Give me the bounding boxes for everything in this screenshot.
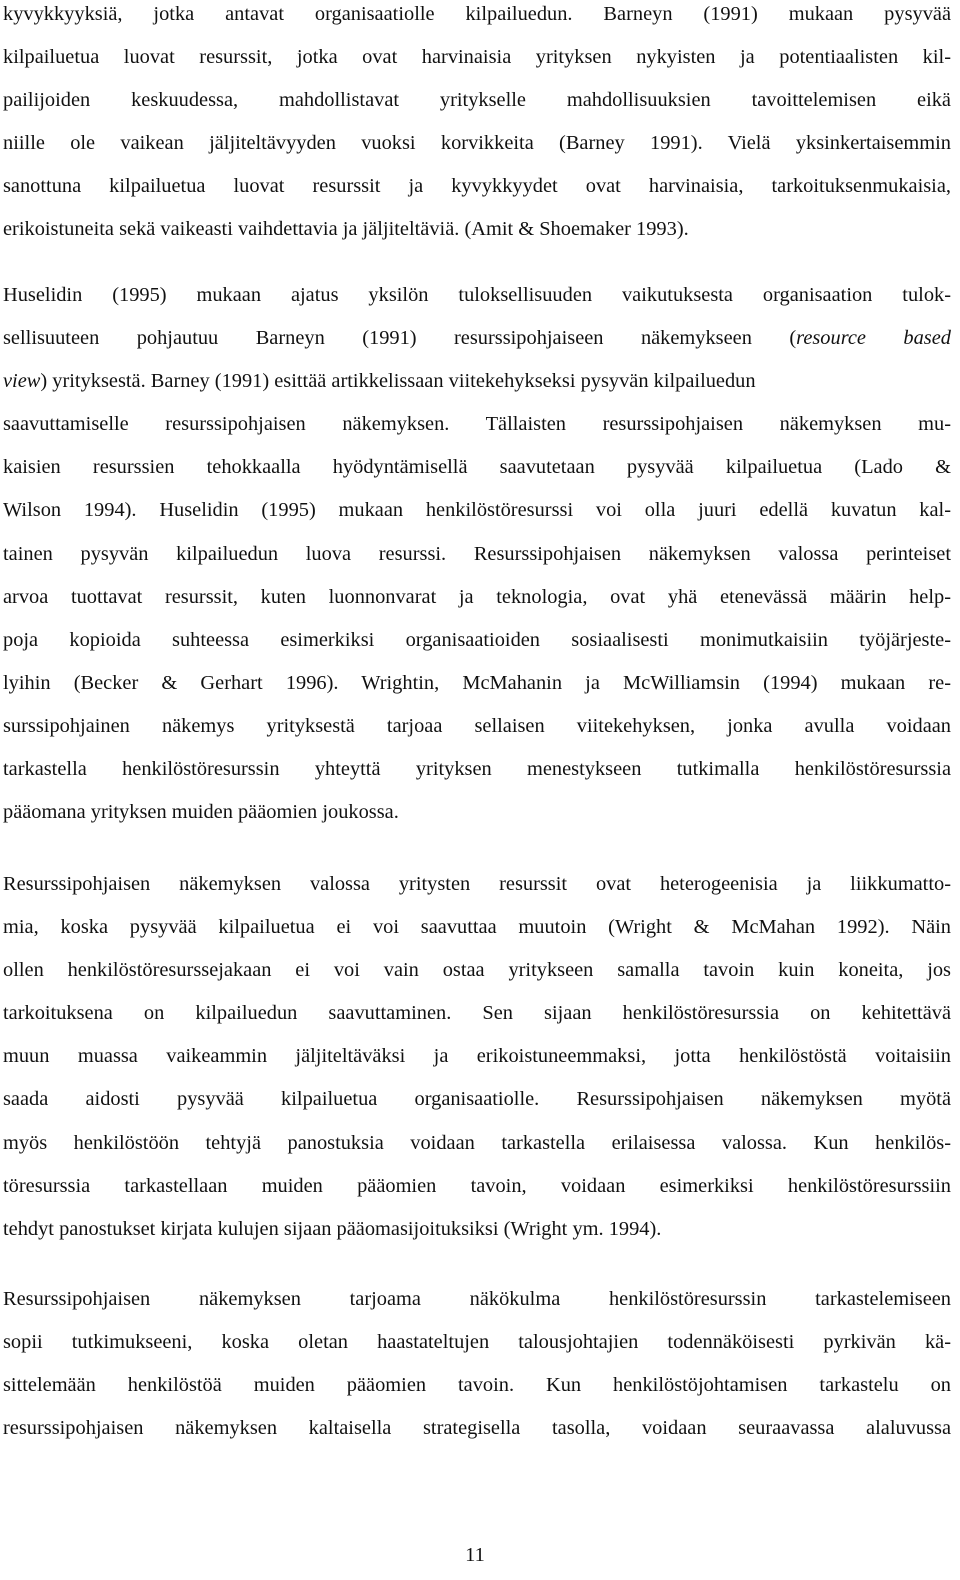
text-line: tarkoituksena on kilpailuedun saavuttaminen. Sen sijaan henkilöstöresurssia on kehitettävä: [3, 1002, 951, 1025]
text-line: pailijoiden keskuudessa, mahdollistavat yritykselle mahdollisuuksien tavoittelemisen eikä: [3, 89, 951, 112]
text-line: kilpailuetua luovat resurssit, jotka ovat harvinaisia yrityksen nykyisten ja potentiaalisten kil-: [3, 46, 951, 69]
text-line: töresurssia tarkastellaan muiden pääomien tavoin, voidaan esimerkiksi henkilöstöresurssiin: [3, 1174, 951, 1197]
page-number: 11: [465, 1544, 485, 1566]
text-segment: sellisuuteen pohjautuu Barneyn (1991) resurssipohjaiseen näkemykseen (: [3, 327, 797, 350]
paragraph-1: [3, 0, 951, 252]
text-line: resurssipohjaisen näkemyksen kaltaisella strategisella tasolla, voidaan seuraavassa alaluvussa: [3, 1417, 951, 1440]
text-segment: ) yrityksestä. Barney (1991) esittää artikkelissaan viitekehykseksi pysyvän kilpailuedun: [40, 370, 756, 393]
text-line: saada aidosti pysyvää kilpailuetua organisaatiolle. Resurssipohjaisen näkemyksen myötä: [3, 1088, 951, 1111]
text-line: [3, 360, 951, 403]
text-line: erikoistuneita sekä vaikeasti vaihdettavia ja jäljiteltäviä. (Amit & Shoemaker 1993).: [3, 218, 689, 241]
text-line: Resurssipohjaisen näkemyksen tarjoama näkökulma henkilöstöresurssin tarkastelemiseen: [3, 1288, 951, 1310]
text-line: surssipohjainen näkemys yrityksestä tarjoaa sellaisen viitekehyksen, jonka avulla voidaan: [3, 714, 951, 737]
paragraph-4: [3, 1278, 951, 1450]
text-line: kaisien resurssien tehokkaalla hyödyntämisellä saavutetaan pysyvää kilpailuetua (Lado &: [3, 456, 951, 479]
paragraph-2: [3, 274, 951, 834]
text-line: pääomana yrityksen muiden pääomien joukossa.: [3, 801, 399, 824]
text-line: kyvykkyyksiä, jotka antavat organisaatiolle kilpailuedun. Barneyn (1991) mukaan pysyvää: [3, 3, 951, 25]
italic-term: resource based: [796, 327, 951, 350]
text-line: arvoa tuottavat resurssit, kuten luonnonvarat ja teknologia, ovat yhä etenevässä määrin help-: [3, 585, 951, 608]
text-line: sittelemään henkilöstöä muiden pääomien tavoin. Kun henkilöstöjohtamisen tarkastelu on: [3, 1374, 951, 1397]
text-line: [3, 317, 951, 360]
text-line: lyihin (Becker & Gerhart 1996). Wrightin, McMahanin ja McWilliamsin (1994) mukaan re-: [3, 671, 951, 694]
text-line: tehdyt panostukset kirjata kulujen sijaan pääomasijoituksiksi (Wright ym. 1994).: [3, 1217, 662, 1240]
text-line: poja kopioida suhteessa esimerkiksi organisaatioiden sosiaalisesti monimutkaisiin työjärjeste-: [3, 628, 951, 651]
text-line: muun muassa vaikeammin jäljiteltäväksi ja erikoistuneemmaksi, jotta henkilöstöstä voitaisiin: [3, 1045, 951, 1068]
text-line: Wilson 1994). Huselidin (1995) mukaan henkilöstöresurssi voi olla juuri edellä kuvatun kal-: [3, 499, 951, 522]
text-line: mia, koska pysyvää kilpailuetua ei voi saavuttaa muutoin (Wright & McMahan 1992). Näin: [3, 916, 951, 939]
text-line: sopii tutkimukseeni, koska oletan haastateltujen talousjohtajien todennäköisesti pyrkivän kä-: [3, 1331, 951, 1354]
text-line: Huselidin (1995) mukaan ajatus yksilön tuloksellisuuden vaikutuksesta organisaation tulok-: [3, 284, 951, 306]
text-line: saavuttamiselle resurssipohjaisen näkemyksen. Tällaisten resurssipohjaisen näkemyksen mu-: [3, 413, 951, 436]
text-line: niille ole vaikean jäljiteltävyyden vuoksi korvikkeita (Barney 1991). Vielä yksinkertaisemmin: [3, 132, 951, 155]
paragraph-3: [3, 863, 951, 1251]
text-line: tarkastella henkilöstöresurssin yhteyttä yrityksen menestykseen tutkimalla henkilöstöresurssia: [3, 758, 951, 781]
text-line: tainen pysyvän kilpailuedun luova resurssi. Resurssipohjaisen näkemyksen valossa perinteiset: [3, 542, 951, 565]
italic-term: view: [3, 370, 41, 393]
text-line: myös henkilöstöön tehtyjä panostuksia voidaan tarkastella erilaisessa valossa. Kun henkilös-: [3, 1131, 951, 1154]
text-line: ollen henkilöstöresurssejakaan ei voi vain ostaa yritykseen samalla tavoin kuin koneita, jos: [3, 959, 951, 982]
text-line: Resurssipohjaisen näkemyksen valossa yritysten resurssit ovat heterogeenisia ja liikkumatto-: [3, 873, 951, 895]
text-line: sanottuna kilpailuetua luovat resurssit ja kyvykkyydet ovat harvinaisia, tarkoituksenmukaisia,: [3, 175, 951, 198]
